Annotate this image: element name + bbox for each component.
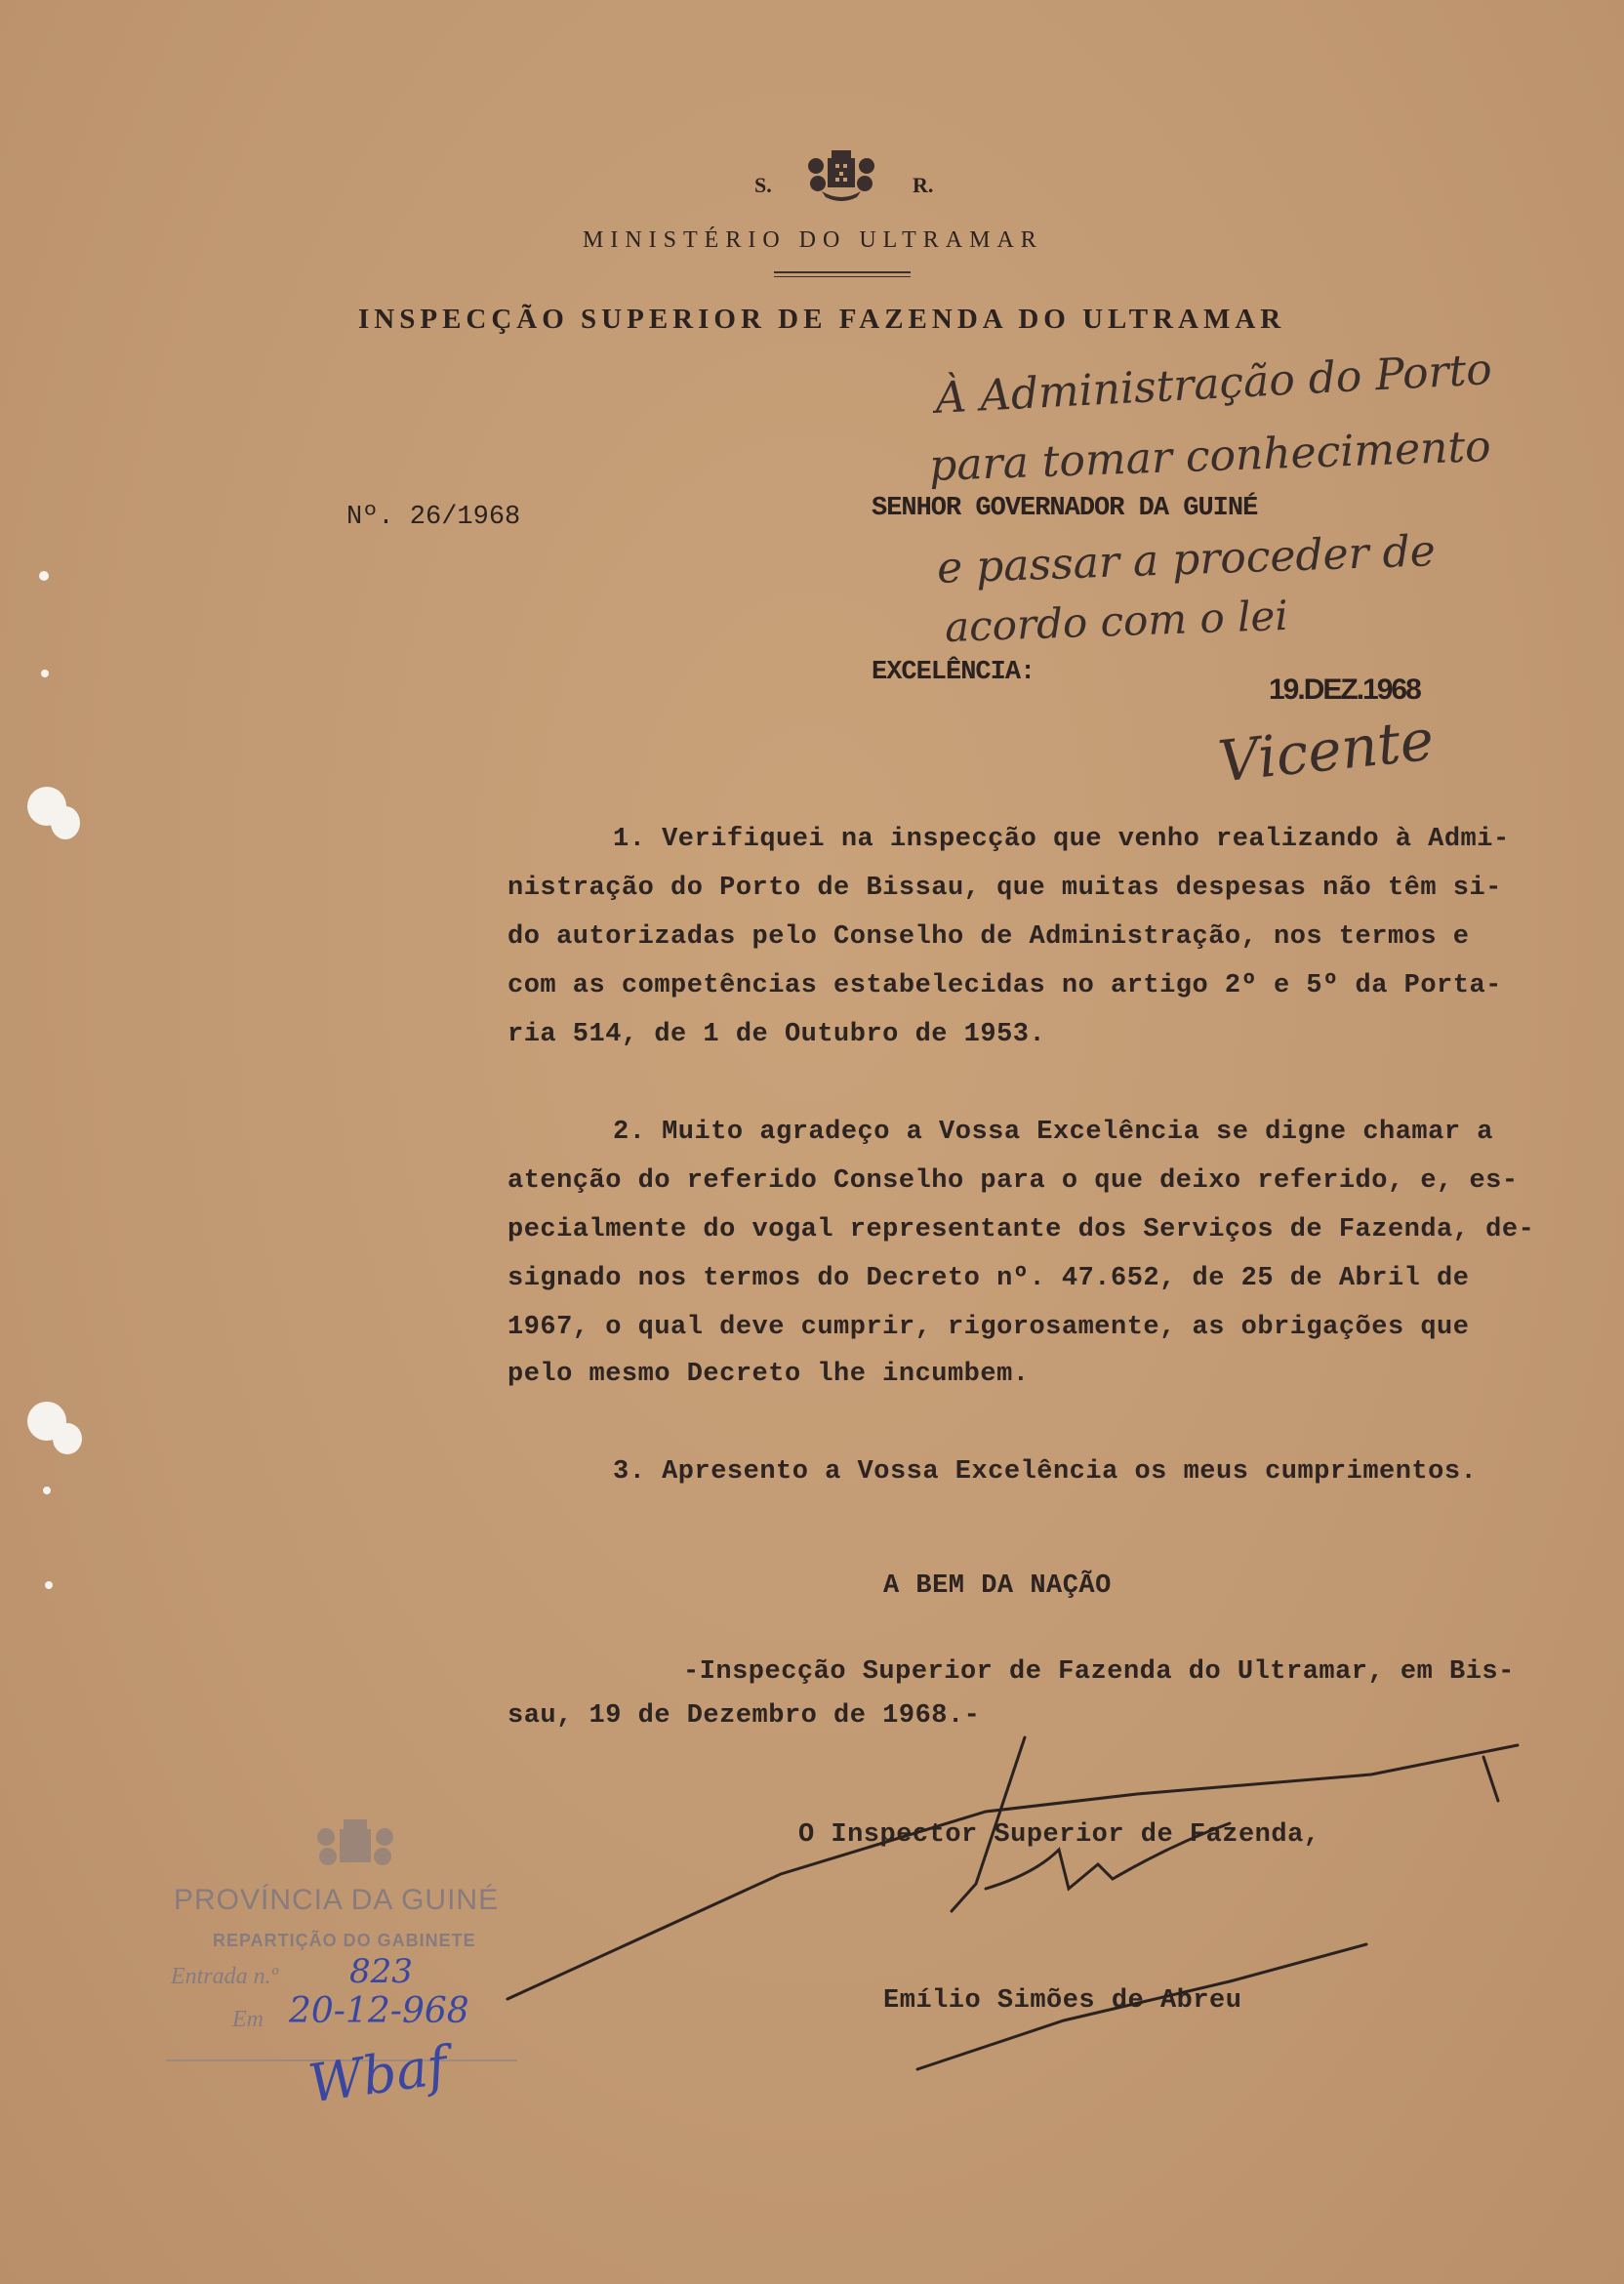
place-date-line: -Inspecção Superior de Fazenda do Ultramar, em Bis- [683, 1657, 1515, 1687]
stamp-entry-number: 823 [349, 1952, 413, 1991]
paragraph-2-line: pecialmente do vogal representante dos Serviços de Fazenda, de- [508, 1215, 1535, 1244]
reference-number: Nº. 26/1968 [346, 503, 521, 532]
paragraph-3: 3. Apresento a Vossa Excelência os meus cumprimentos. [613, 1457, 1478, 1487]
signatory-name: Emílio Simões de Abreu [883, 1986, 1242, 2016]
paragraph-2-line: pelo mesmo Decreto lhe incumbem. [508, 1360, 1030, 1389]
handwritten-note-line-3: e passar a proceder de [936, 526, 1437, 593]
handwritten-note-line-4: acordo com o lei [944, 591, 1289, 652]
stamp-initials: Wbaf [304, 2034, 451, 2115]
header-letter-s: S. [754, 173, 772, 197]
paragraph-1-line: 1. Verifiquei na inspecção que venho realizando à Admi- [613, 825, 1510, 854]
stamp-date-value: 20-12-968 [289, 1991, 469, 2031]
paragraph-1-line: com as competências estabelecidas no artigo 2º e 5º da Porta- [508, 971, 1502, 1000]
handwritten-signature: Vicente [1215, 706, 1438, 795]
paragraph-1-line: nistração do Porto de Bissau, que muitas despesas não têm si- [508, 874, 1502, 903]
ministry-title: MINISTÉRIO DO ULTRAMAR [583, 227, 1043, 253]
paragraph-2-line: 1967, o qual deve cumprir, rigorosamente, as obrigações que [508, 1313, 1470, 1342]
paragraph-2-line: atenção do referido Conselho para o que deixo referido, e, es- [508, 1166, 1519, 1196]
paragraph-2-line: 2. Muito agradeço a Vossa Excelência se digne chamar a [613, 1118, 1493, 1147]
stamp-office: REPARTIÇÃO DO GABINETE [213, 1931, 476, 1950]
signatory-title: O Inspector Superior de Fazenda, [798, 1820, 1320, 1850]
paragraph-1-line: do autorizadas pelo Conselho de Administração, nos termos e [508, 922, 1470, 952]
handwritten-note-line-1: À Administração do Porto [934, 345, 1493, 424]
stamp-province: PROVÍNCIA DA GUINÉ [174, 1884, 500, 1916]
handwritten-note-line-2: para tomar conhecimento [928, 421, 1492, 492]
stamp-date-label: Em [232, 2007, 264, 2032]
recipient: SENHOR GOVERNADOR DA GUINÉ [872, 494, 1258, 523]
salutation: EXCELÊNCIA: [872, 658, 1035, 687]
paragraph-1-line: ria 514, de 1 de Outubro de 1953. [508, 1020, 1046, 1049]
place-date-line: sau, 19 de Dezembro de 1968.- [508, 1701, 981, 1731]
handwritten-date: 19.DEZ.1968 [1269, 673, 1420, 706]
closing-motto: A BEM DA NAÇÃO [883, 1571, 1112, 1601]
header-letter-r: R. [913, 173, 934, 197]
department-title: INSPECÇÃO SUPERIOR DE FAZENDA DO ULTRAMAR [358, 304, 1286, 335]
paragraph-2-line: signado nos termos do Decreto nº. 47.652, de 25 de Abril de [508, 1264, 1470, 1293]
stamp-coat-of-arms-icon [308, 1814, 402, 1880]
stamp-entry-label: Entrada n.º [171, 1964, 279, 1989]
